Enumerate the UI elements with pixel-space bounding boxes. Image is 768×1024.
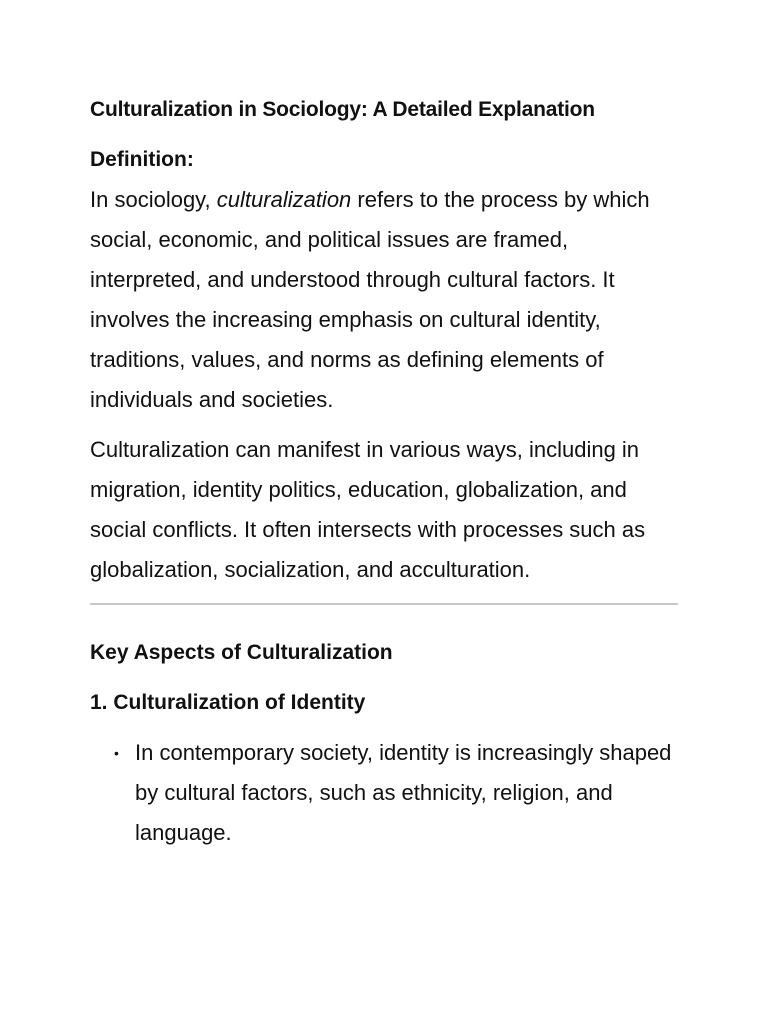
section-heading-identity: 1. Culturalization of Identity [90,691,366,714]
definition-term: culturalization [216,187,352,212]
list-item [90,733,678,853]
identity-bullet-list [90,733,678,853]
manifestation-paragraph: Culturalization can manifest in various ways, including in migration, identity politics, education, globalization, and social conflicts. It often intersects with processes such as globalization, socialization, and acculturation. [90,437,646,582]
definition-heading: Definition: [90,148,194,171]
definition-paragraph [90,180,678,420]
key-aspects-heading: Key Aspects of Culturalization [90,641,393,664]
bullet-icon: • [114,745,119,761]
section-divider [90,603,678,605]
definition-text-start: In sociology, [90,187,217,212]
list-item-text: In contemporary society, identity is increasingly shaped by cultural factors, such as ethnicity, religion, and language. [135,740,672,845]
document-page [90,90,678,853]
document-title: Culturalization in Sociology: A Detailed Explanation [90,98,595,121]
definition-text-rest: refers to the process by which social, economic, and political issues are framed, interpreted, and understood through cultural factors. It involves the increasing emphasis on cultural identity, traditions, values, and norms as defining elements of individuals and societies. [90,187,650,412]
